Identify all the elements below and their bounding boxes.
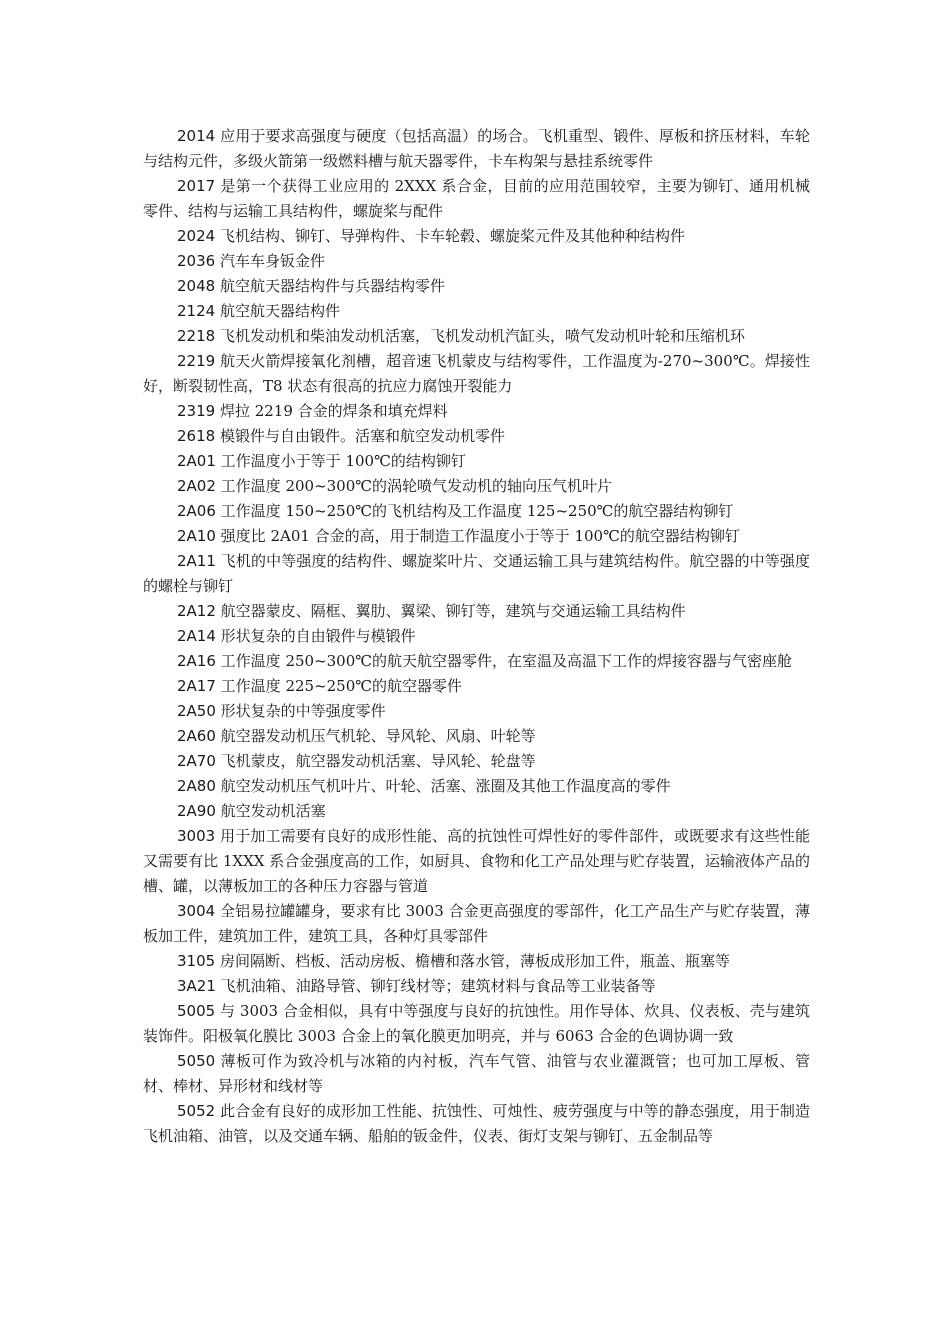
alloy-description: 形状复杂的中等强度零件 — [215, 702, 386, 720]
alloy-code: 2036 — [177, 252, 216, 270]
alloy-description: 此合金有良好的成形加工性能、抗蚀性、可烛性、疲劳强度与中等的静态强度，用于制造飞机油箱、油管，以及交通车辆、船舶的钣金件，仪表、街灯支架与铆钉、五金制品等 — [143, 1102, 810, 1145]
alloy-paragraph — [143, 974, 810, 999]
alloy-paragraph — [143, 824, 810, 899]
alloy-description: 是第一个获得工业应用的 2XXX 系合金，目前的应用范围较窄，主要为铆钉、通用机械零件、结构与运输工具结构件，螺旋桨与配件 — [143, 177, 810, 220]
alloy-code: 3004 — [177, 902, 216, 920]
alloy-code: 2A17 — [177, 677, 216, 695]
alloy-code: 2A70 — [177, 752, 216, 770]
alloy-description: 强度比 2A01 合金的高，用于制造工作温度小于等于 100℃的航空器结构铆钉 — [215, 527, 740, 545]
alloy-paragraph — [143, 1049, 810, 1099]
alloy-description: 工作温度 200~300℃的涡轮喷气发动机的轴向压气机叶片 — [215, 477, 613, 495]
alloy-paragraph — [143, 599, 810, 624]
alloy-code: 2A11 — [177, 552, 216, 570]
alloy-code: 2A50 — [177, 702, 216, 720]
alloy-code: 3003 — [177, 827, 216, 845]
alloy-code: 2A01 — [177, 452, 216, 470]
alloy-description: 航空航天器结构件与兵器结构零件 — [215, 277, 445, 295]
alloy-paragraph — [143, 949, 810, 974]
alloy-description: 汽车车身钣金件 — [215, 252, 325, 270]
alloy-paragraph — [143, 774, 810, 799]
alloy-description: 飞机发动机和柴油发动机活塞，飞机发动机汽缸头，喷气发动机叶轮和压缩机环 — [215, 327, 745, 345]
alloy-paragraph — [143, 724, 810, 749]
alloy-code: 2048 — [177, 277, 216, 295]
alloy-code: 5050 — [177, 1052, 216, 1070]
alloy-paragraph — [143, 524, 810, 549]
document-body — [143, 124, 810, 1149]
alloy-paragraph — [143, 349, 810, 399]
alloy-code: 2014 — [177, 127, 216, 145]
alloy-code: 5052 — [177, 1102, 216, 1120]
alloy-description: 航空航天器结构件 — [215, 302, 340, 320]
alloy-paragraph — [143, 324, 810, 349]
alloy-description: 薄板可作为致冷机与冰箱的内衬板，汽车气管、油管与农业灌溉管；也可加工厚板、管材、棒材、异形材和线材等 — [143, 1052, 810, 1095]
alloy-description: 模锻件与自由锻件。活塞和航空发动机零件 — [215, 427, 505, 445]
alloy-code: 2A12 — [177, 602, 216, 620]
alloy-paragraph — [143, 699, 810, 724]
alloy-description: 航天火箭焊接氧化剂槽，超音速飞机蒙皮与结构零件，工作温度为-270~300℃。焊接性好，断裂韧性高，T8 状态有很高的抗应力腐蚀开裂能力 — [143, 352, 810, 395]
alloy-paragraph — [143, 799, 810, 824]
alloy-paragraph — [143, 249, 810, 274]
alloy-code: 2A10 — [177, 527, 216, 545]
alloy-code: 5005 — [177, 1002, 216, 1020]
alloy-code: 2A80 — [177, 777, 216, 795]
alloy-description: 航空发动机压气机叶片、叶轮、活塞、涨圈及其他工作温度高的零件 — [215, 777, 671, 795]
alloy-description: 工作温度 225~250℃的航空器零件 — [215, 677, 463, 695]
alloy-paragraph — [143, 674, 810, 699]
alloy-paragraph — [143, 749, 810, 774]
alloy-description: 飞机油箱、油路导管、铆钉线材等；建筑材料与食品等工业装备等 — [215, 977, 656, 995]
alloy-description: 用于加工需要有良好的成形性能、高的抗蚀性可焊性好的零件部件，或既要求有这些性能又需要有比 1XXX 系合金强度高的工作，如厨具、食物和化工产品处理与贮存装置，运输液体产品的槽、罐，以薄板加工的各种压力容器与管道 — [143, 827, 810, 895]
alloy-paragraph — [143, 1099, 810, 1149]
alloy-description: 与 3003 合金相似，具有中等强度与良好的抗蚀性。用作导体、炊具、仪表板、壳与建筑装饰件。阳极氧化膜比 3003 合金上的氧化膜更加明亮，并与 6063 合金的色调协调一致 — [143, 1002, 810, 1045]
alloy-code: 3A21 — [177, 977, 216, 995]
alloy-code: 2A90 — [177, 802, 216, 820]
alloy-code: 2A60 — [177, 727, 216, 745]
alloy-code: 2017 — [177, 177, 216, 195]
alloy-code: 2A16 — [177, 652, 216, 670]
alloy-description: 工作温度 250~300℃的航天航空器零件，在室温及高温下工作的焊接容器与气密座舱 — [215, 652, 793, 670]
alloy-paragraph — [143, 299, 810, 324]
alloy-paragraph — [143, 499, 810, 524]
alloy-paragraph — [143, 899, 810, 949]
alloy-description: 工作温度小于等于 100℃的结构铆钉 — [215, 452, 466, 470]
alloy-paragraph — [143, 274, 810, 299]
alloy-paragraph — [143, 649, 810, 674]
alloy-code: 2A14 — [177, 627, 216, 645]
alloy-description: 应用于要求高强度与硬度（包括高温）的场合。飞机重型、锻件、厚板和挤压材料，车轮与结构元件，多级火箭第一级燃料槽与航天器零件，卡车构架与悬挂系统零件 — [143, 127, 810, 170]
alloy-code: 2024 — [177, 227, 216, 245]
alloy-code: 2A02 — [177, 477, 216, 495]
alloy-paragraph — [143, 424, 810, 449]
alloy-code: 2124 — [177, 302, 216, 320]
alloy-paragraph — [143, 174, 810, 224]
alloy-description: 飞机结构、铆钉、导弹构件、卡车轮毂、螺旋桨元件及其他种种结构件 — [215, 227, 685, 245]
alloy-paragraph — [143, 624, 810, 649]
alloy-code: 2618 — [177, 427, 216, 445]
alloy-description: 房间隔断、档板、活动房板、檐槽和落水管，薄板成形加工件，瓶盖、瓶塞等 — [215, 952, 730, 970]
alloy-paragraph — [143, 224, 810, 249]
alloy-paragraph — [143, 474, 810, 499]
alloy-description: 飞机的中等强度的结构件、螺旋桨叶片、交通运输工具与建筑结构件。航空器的中等强度的螺栓与铆钉 — [143, 552, 810, 595]
alloy-description: 航空发动机活塞 — [215, 802, 326, 820]
alloy-paragraph — [143, 999, 810, 1049]
alloy-paragraph — [143, 124, 810, 174]
alloy-description: 焊拉 2219 合金的焊条和填充焊料 — [215, 402, 448, 420]
alloy-paragraph — [143, 549, 810, 599]
alloy-code: 2219 — [177, 352, 216, 370]
alloy-code: 2A06 — [177, 502, 216, 520]
alloy-description: 工作温度 150~250℃的飞机结构及工作温度 125~250℃的航空器结构铆钉 — [215, 502, 734, 520]
alloy-code: 2319 — [177, 402, 216, 420]
alloy-paragraph — [143, 399, 810, 424]
alloy-code: 3105 — [177, 952, 216, 970]
alloy-description: 航空器蒙皮、隔框、翼肋、翼梁、铆钉等，建筑与交通运输工具结构件 — [215, 602, 686, 620]
alloy-description: 飞机蒙皮，航空器发动机活塞、导风轮、轮盘等 — [215, 752, 536, 770]
alloy-description: 全铝易拉罐罐身，要求有比 3003 合金更高强度的零部件，化工产品生产与贮存装置，薄板加工件，建筑加工件，建筑工具，各种灯具零部件 — [143, 902, 810, 945]
alloy-paragraph — [143, 449, 810, 474]
alloy-description: 航空器发动机压气机轮、导风轮、风扇、叶轮等 — [215, 727, 536, 745]
alloy-description: 形状复杂的自由锻件与模锻件 — [215, 627, 416, 645]
alloy-code: 2218 — [177, 327, 216, 345]
